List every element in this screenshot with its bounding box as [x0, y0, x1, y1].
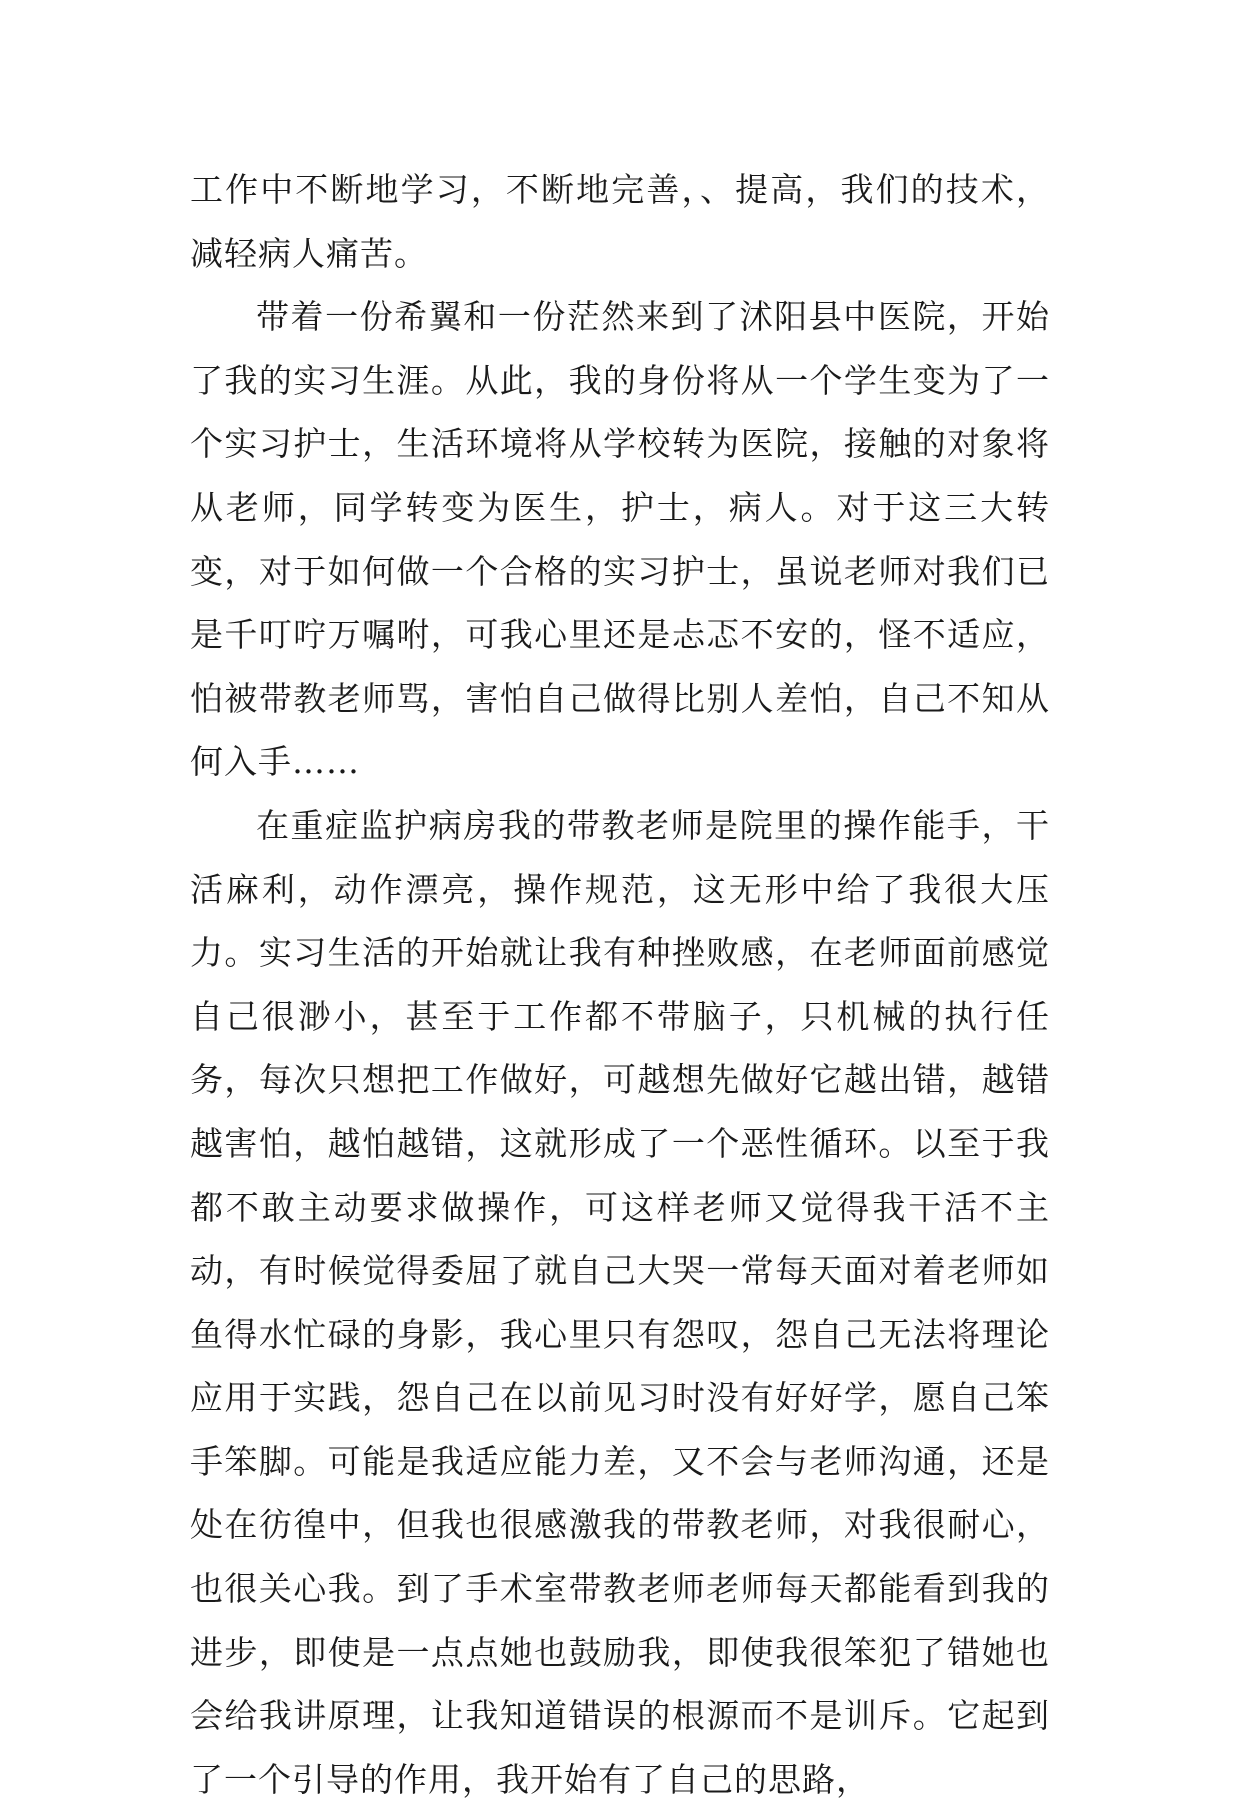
paragraph-2: 带着一份希翼和一份茫然来到了沭阳县中医院，开始了我的实习生涯。从此，我的身份将从一个学生变为了一个实习护士，生活环境将从学校转为医院，接触的对象将从老师，同学转变为医生，护士，病人。对于这三大转变，对于如何做一个合格的实习护士，虽说老师对我们已是千叮咛万嘱咐，可我心里还是忐忑不安的，怪不适应，怕被带教老师骂，害怕自己做得比别人差怕，自己不知从何入手……	[190, 297, 1050, 782]
paragraph-3: 在重症监护病房我的带教老师是院里的操作能手，干活麻利，动作漂亮，操作规范，这无形中给了我很大压力。实习生活的开始就让我有种挫败感，在老师面前感觉自己很渺小，甚至于工作都不带脑子，只机械的执行任务，每次只想把工作做好，可越想先做好它越出错，越错越害怕，越怕越错，这就形成了一个恶性循环。以至于我都不敢主动要求做操作，可这样老师又觉得我干活不主动，有时候觉得委屈了就自己大哭一常每天面对着老师如鱼得水忙碌的身影，我心里只有怨叹，怨自己无法将理论应用于实践，怨自己在以前见习时没有好好学，愿自己笨手笨脚。可能是我适应能力差，又不会与老师沟通，还是处在彷徨中，但我也很感激我的带教老师，对我很耐心，也很关心我。到了手术室带教老师老师每天都能看到我的进步，即使是一点点她也鼓励我，即使我很笨犯了错她也会给我讲原理，让我知道错误的根源而不是训斥。它起到了一个引导的作用，我开始有了自己的思路，	[190, 805, 1050, 1799]
document-body	[190, 158, 1050, 1811]
paragraph-1: 工作中不断地学习，不断地完善，、提高，我们的技术，减轻病人痛苦。	[190, 170, 1050, 273]
